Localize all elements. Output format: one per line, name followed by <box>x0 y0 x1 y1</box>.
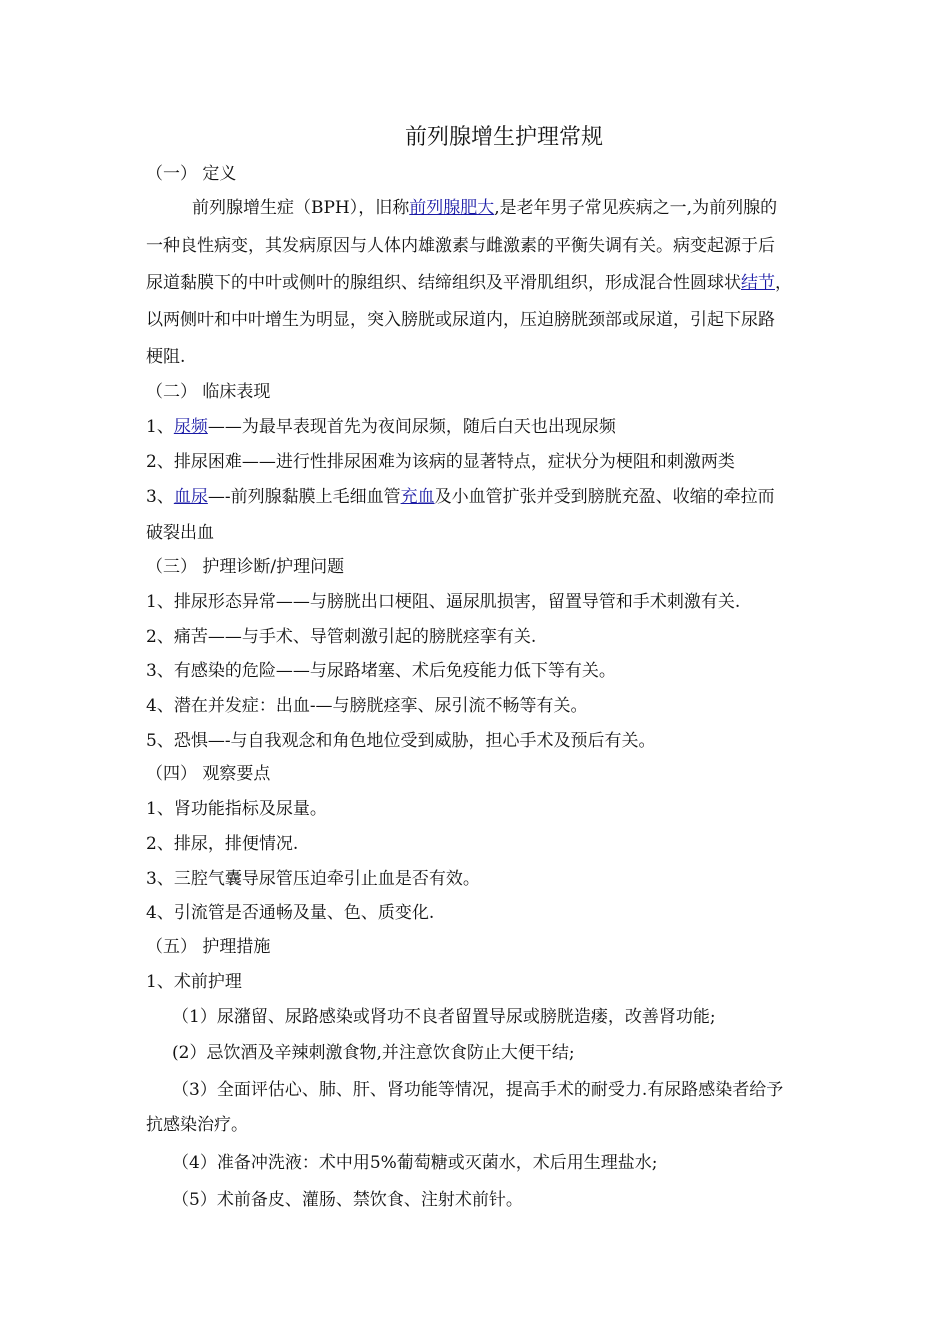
text: 及小血管扩张并受到膀胱充盈、收缩的牵拉而 <box>434 487 775 507</box>
text: ， <box>775 273 792 293</box>
page-title: 前列腺增生护理常规 <box>404 125 603 150</box>
paragraph-line: 梗阻. <box>146 347 186 367</box>
paragraph-line <box>192 196 777 220</box>
list-item: 2、排尿，排便情况. <box>146 834 299 854</box>
paragraph-line <box>146 271 792 295</box>
text: 1、 <box>146 417 174 437</box>
list-item: (2）忌饮酒及辛辣刺激食物,并注意饮食防止大便干结; <box>172 1043 575 1063</box>
list-item-continued: 破裂出血 <box>146 523 214 543</box>
list-item: 4、潜在并发症：出血-—与膀胱痉挛、尿引流不畅等有关。 <box>146 696 588 716</box>
text: 前列腺增生症（BPH），旧称 <box>192 198 410 218</box>
list-item: （5）术前备皮、灌肠、禁饮食、注射术前针。 <box>172 1190 523 1210</box>
link-nodule[interactable]: 结节 <box>741 273 775 293</box>
subheading-preop: 1、术前护理 <box>146 972 242 992</box>
list-item: 1、排尿形态异常——与膀胱出口梗阻、逼尿肌损害，留置导管和手术刺激有关. <box>146 592 741 612</box>
list-item: （3）全面评估心、肺、肝、肾功能等情况，提高手术的耐受力.有尿路感染者给予 <box>172 1080 784 1100</box>
text: 尿道黏膜下的中叶或侧叶的腺组织、结缔组织及平滑肌组织，形成混合性圆球状 <box>146 273 741 293</box>
list-item: 4、引流管是否通畅及量、色、质变化. <box>146 903 435 923</box>
list-item: （1）尿潴留、尿路感染或肾功不良者留置导尿或膀胱造瘘，改善肾功能; <box>172 1007 716 1027</box>
paragraph-line: 一种良性病变，其发病原因与人体内雄激素与雌激素的平衡失调有关。病变起源于后 <box>146 236 775 256</box>
list-item: 1、肾功能指标及尿量。 <box>146 799 327 819</box>
text: ——为最早表现首先为夜间尿频，随后白天也出现尿频 <box>207 417 616 437</box>
link-hematuria[interactable]: 血尿 <box>173 487 208 507</box>
list-item: 3、有感染的危险——与尿路堵塞、术后免疫能力低下等有关。 <box>146 661 616 681</box>
link-frequency[interactable]: 尿频 <box>173 417 208 437</box>
text: ,是老年男子常见疾病之一,为前列腺的 <box>494 198 778 218</box>
section-heading-observation: （四） 观察要点 <box>146 764 271 784</box>
section-heading-diagnosis: （三） 护理诊断/护理问题 <box>146 557 345 577</box>
section-heading-measures: （五） 护理措施 <box>146 937 271 957</box>
list-item <box>146 415 616 439</box>
list-item <box>146 485 775 509</box>
link-congestion[interactable]: 充血 <box>400 487 435 507</box>
text: —-前列腺黏膜上毛细血管 <box>207 487 401 507</box>
list-item: 2、排尿困难——进行性排尿困难为该病的显著特点，症状分为梗阻和刺激两类 <box>146 452 735 472</box>
section-heading-clinical: （二） 临床表现 <box>146 382 271 402</box>
list-item: 2、痛苦——与手术、导管刺激引起的膀胱痉挛有关. <box>146 627 537 647</box>
list-item: 3、三腔气囊导尿管压迫牵引止血是否有效。 <box>146 869 480 889</box>
list-item: 5、恐惧—-与自我观念和角色地位受到威胁，担心手术及预后有关。 <box>146 731 656 751</box>
link-bph[interactable]: 前列腺肥大 <box>409 198 495 218</box>
text: 3、 <box>146 487 174 507</box>
section-heading-definition: （一） 定义 <box>146 164 237 184</box>
paragraph-line: 以两侧叶和中叶增生为明显，突入膀胱或尿道内，压迫膀胱颈部或尿道，引起下尿路 <box>146 310 775 330</box>
list-item-continued: 抗感染治疗。 <box>146 1115 248 1135</box>
list-item: （4）准备冲洗液：术中用5%葡萄糖或灭菌水，术后用生理盐水; <box>172 1153 658 1173</box>
